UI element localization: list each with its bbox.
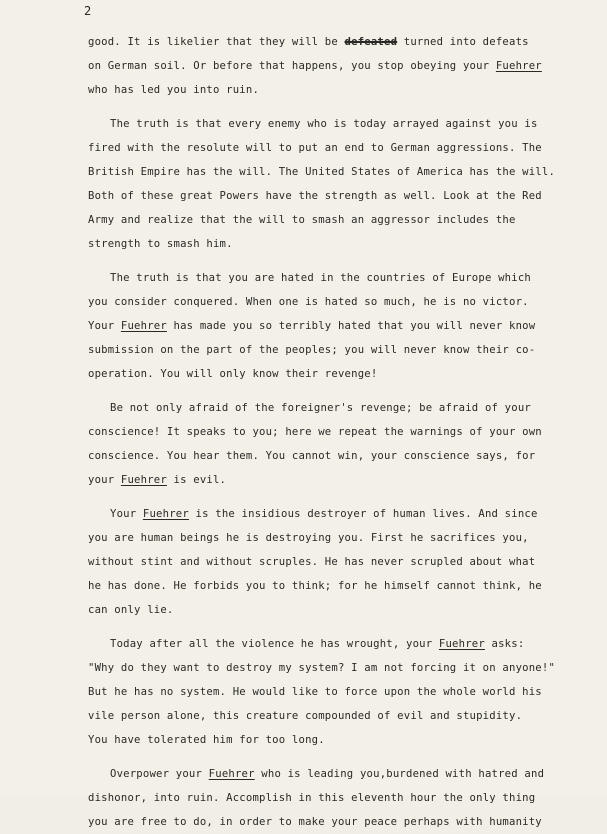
paragraph-gap	[88, 492, 603, 502]
underlined-word: Fuehrer	[142, 508, 189, 520]
text-span: has made you so terribly hated that you will never know	[166, 320, 536, 332]
text-line	[88, 314, 603, 338]
body-text	[88, 30, 603, 834]
text-line: You have tolerated him for too long.	[88, 734, 325, 746]
text-span: asks:	[484, 638, 525, 650]
text-line: But he has no system. He would like to force upon the whole world his	[88, 686, 542, 698]
text-line: Be not only afraid of the foreigner's revenge; be afraid of your	[110, 402, 531, 414]
text-line	[88, 30, 603, 54]
paragraph-gap	[88, 752, 603, 762]
text-line: Army and realize that the will to smash an aggressor includes the	[88, 214, 516, 226]
text-line: you are free to do, in order to make your peace perhaps with humanity	[88, 816, 542, 828]
text-line	[88, 54, 603, 78]
text-span: turned into defeats	[397, 36, 529, 48]
struck-word: defeated	[344, 36, 398, 48]
text-line	[88, 762, 603, 786]
text-line: vile person alone, this creature compounded of evil and stupidity.	[88, 710, 523, 722]
text-line	[88, 632, 603, 656]
text-line: British Empire has the will. The United States of America has the will.	[88, 166, 556, 178]
text-line: fired with the resolute will to put an end to German aggressions. The	[88, 142, 542, 154]
text-span: who is leading you,burdened with hatred and	[254, 768, 545, 780]
text-span: Your	[110, 508, 143, 520]
text-line: conscience! It speaks to you; here we repeat the warnings of your own	[88, 426, 542, 438]
paragraph-gap	[88, 386, 603, 396]
text-span: on German soil. Or before that happens, you stop obeying your	[88, 60, 496, 72]
text-line: The truth is that you are hated in the countries of Europe which	[110, 272, 531, 284]
underlined-word: Fuehrer	[438, 638, 485, 650]
text-line: without stint and without scruples. He has never scrupled about what	[88, 556, 536, 568]
underlined-word: Fuehrer	[120, 320, 167, 332]
underlined-word: Fuehrer	[495, 60, 542, 72]
text-span: Your	[88, 320, 121, 332]
text-span: Today after all the violence he has wrought, your	[110, 638, 439, 650]
text-line: you consider conquered. When one is hated so much, he is no victor.	[88, 296, 529, 308]
underlined-word: Fuehrer	[120, 474, 167, 486]
text-line: submission on the part of the peoples; you will never know their co-	[88, 344, 536, 356]
text-span: is evil.	[166, 474, 227, 486]
text-span: your	[88, 474, 121, 486]
text-span: is the insidious destroyer of human lives. And since	[188, 508, 538, 520]
text-line: strength to smash him.	[88, 238, 233, 250]
text-line: who has led you into ruin.	[88, 84, 260, 96]
page-number: 2	[84, 4, 92, 18]
paragraph-gap	[88, 102, 603, 112]
underlined-word: Fuehrer	[208, 768, 255, 780]
text-line: The truth is that every enemy who is today arrayed against you is	[110, 118, 538, 130]
text-line: can only lie.	[88, 604, 174, 616]
text-span: good. It is likelier that they will be	[88, 36, 345, 48]
text-line: conscience. You hear them. You cannot win, your conscience says, for	[88, 450, 536, 462]
text-span: Overpower your	[110, 768, 209, 780]
text-line: operation. You will only know their revenge!	[88, 368, 378, 380]
text-line	[88, 502, 603, 526]
text-line	[88, 468, 603, 492]
text-line: "Why do they want to destroy my system? I am not forcing it on anyone!"	[88, 662, 556, 674]
text-line: dishonor, into ruin. Accomplish in this eleventh hour the only thing	[88, 792, 536, 804]
paragraph-gap	[88, 622, 603, 632]
text-line: he has done. He forbids you to think; for he himself cannot think, he	[88, 580, 542, 592]
text-line: Both of these great Powers have the strength as well. Look at the Red	[88, 190, 542, 202]
text-line: you are human beings he is destroying you. First he sacrifices you,	[88, 532, 529, 544]
paragraph-gap	[88, 256, 603, 266]
